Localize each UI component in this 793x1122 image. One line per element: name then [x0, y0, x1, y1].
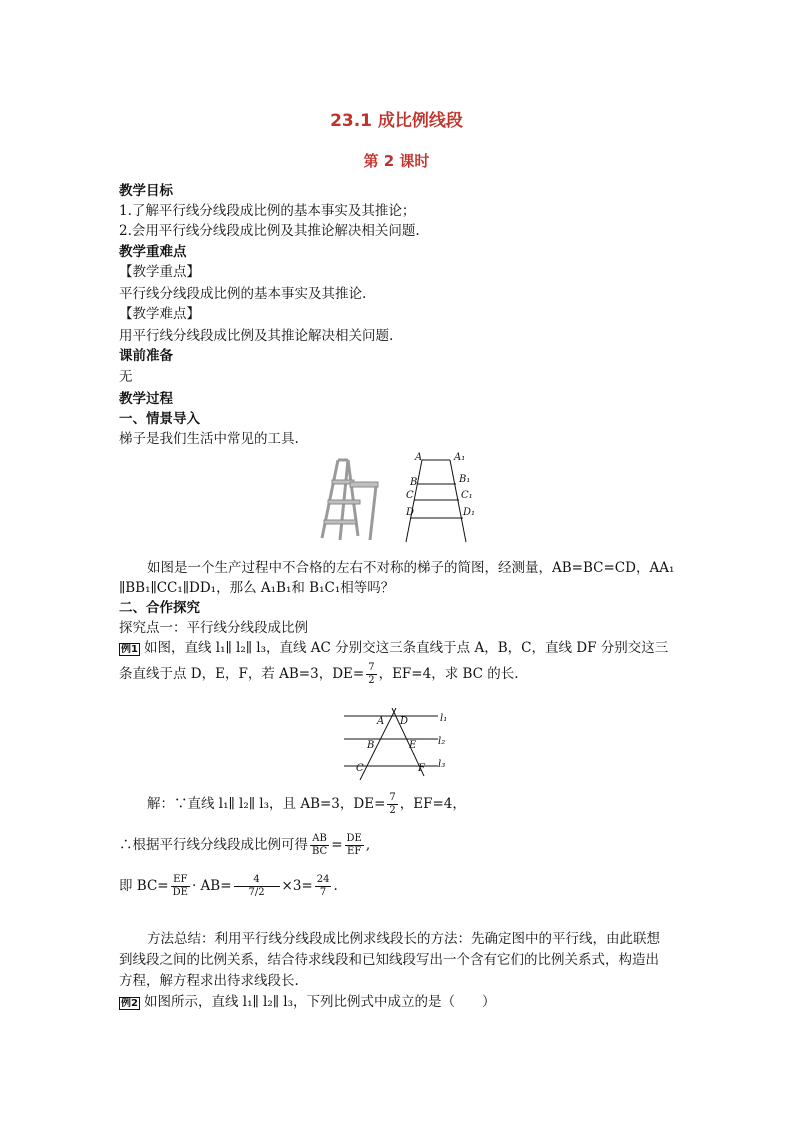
- fig-label-l1: l₁: [440, 713, 448, 724]
- fraction-ab-bc: [310, 833, 329, 858]
- frac-den: 7/2: [248, 887, 265, 898]
- summary-line-3: 方程，解方程求出待求线段长.: [119, 973, 299, 989]
- example-1-line-1: [119, 640, 668, 656]
- solution-3-text-a: 即 BC=: [119, 878, 169, 894]
- prep-text: 无: [119, 369, 133, 385]
- ladder-label-b: B: [410, 477, 418, 488]
- page-subtitle: 第 2 课时: [363, 152, 430, 170]
- part2-heading: 二、合作探究: [119, 600, 200, 616]
- ladder-label-a: A: [415, 452, 423, 463]
- solution-3-text-c: ×3=: [281, 878, 313, 894]
- ladder-label-a1: A₁: [454, 452, 466, 463]
- frac-den: BC: [312, 846, 328, 857]
- fig-label-b: B: [367, 740, 375, 751]
- fig-label-f: F: [418, 763, 425, 774]
- part1-heading: 一、情景导入: [119, 411, 200, 427]
- example-2-tag: 例2: [121, 998, 138, 1009]
- part1-question-1: 如图是一个生产过程中不合格的左右不对称的梯子的简图，经测量，AB=BC=CD，AA₁: [147, 560, 675, 576]
- frac-num: 4: [234, 874, 280, 887]
- summary-line-1: 方法总结：利用平行线分线段成比例求线段长的方法：先确定图中的平行线，由此联想: [147, 931, 660, 947]
- key-heading: 教学重难点: [119, 244, 187, 260]
- solution-line-1: [147, 792, 466, 817]
- fraction-de-ef: [345, 833, 364, 858]
- solution-line-3: [119, 874, 338, 899]
- frac-den: DE: [172, 887, 188, 898]
- goals-heading: 教学目标: [119, 183, 173, 199]
- topic-1: 探究点一：平行线分线段成比例: [119, 620, 308, 636]
- goal-2: 2.会用平行线分线段成比例及其推论解决相关问题.: [119, 223, 420, 239]
- goal-1: 1.了解平行线分线段成比例的基本事实及其推论；: [119, 203, 416, 219]
- fraction-four-over-seven-half: [234, 874, 280, 899]
- ladder-diagram: [402, 452, 486, 544]
- frac-den: 7: [319, 887, 327, 898]
- frac-num: AB: [310, 833, 329, 846]
- fig-label-l2: l₂: [438, 736, 446, 747]
- ladder-label-c1: C₁: [461, 490, 473, 501]
- solution-3-text-b: · AB=: [191, 878, 232, 894]
- frac-den: EF: [347, 846, 362, 857]
- difficulty-text: 用平行线分线段成比例及其推论解决相关问题.: [119, 328, 394, 344]
- ladder-label-d1: D₁: [463, 507, 476, 518]
- frac-num: 24: [316, 874, 330, 885]
- frac-num: 7: [368, 662, 375, 673]
- example-1-tag: 例1: [121, 644, 138, 655]
- frac-num: EF: [171, 874, 190, 887]
- fraction-ef-de: [171, 874, 190, 899]
- example-1-text: 如图，直线 l₁∥ l₂∥ l₃，直线 AC 分别交这三条直线于点 A，B，C，直线 DF 分别交这三: [143, 640, 669, 656]
- solution-2-text: ∴根据平行线分线段成比例可得: [119, 837, 308, 853]
- part1-line: 梯子是我们生活中常见的工具.: [119, 431, 299, 447]
- solution-text-a: 解：∵直线 l₁∥ l₂∥ l₃，且 AB=3，DE=: [147, 796, 386, 812]
- summary-line-2: 到线段之间的比例关系，结合待求线段和已知线段写出一个含有它们的比例关系式，构造出: [119, 952, 659, 968]
- example-2-text: 如图所示，直线 l₁∥ l₂∥ l₃，下列比例式中成立的是（ ）: [143, 994, 496, 1010]
- focus-text: 平行线分线段成比例的基本事实及其推论.: [119, 286, 367, 302]
- fig-label-e: E: [409, 740, 417, 751]
- frac-den: 2: [389, 805, 396, 816]
- fraction-seven-half: [366, 662, 376, 687]
- part1-question-2: ∥BB₁∥CC₁∥DD₁，那么 A₁B₁和 B₁C₁相等吗？: [119, 580, 395, 596]
- fig-label-a: A: [377, 716, 385, 727]
- period: .: [333, 878, 338, 894]
- difficulty-heading: 【教学难点】: [119, 306, 200, 322]
- equals: =: [331, 837, 343, 853]
- fig-label-d: D: [400, 716, 409, 727]
- solution-text-b: ，EF=4，: [399, 796, 466, 812]
- page-title: 23.1 成比例线段: [330, 111, 463, 131]
- ladder-label-c: C: [406, 490, 414, 501]
- example-1-text-a: 条直线于点 D，E，F，若 AB=3，DE=: [119, 666, 365, 682]
- fig-label-c: C: [356, 763, 364, 774]
- example-1-line-2: [119, 662, 519, 687]
- ladder-label-b1: B₁: [459, 474, 471, 485]
- process-heading: 教学过程: [119, 391, 173, 407]
- fraction-seven-half-2: [387, 792, 397, 817]
- fraction-result: [315, 874, 332, 899]
- example-2-line: [119, 994, 496, 1010]
- frac-num: DE: [346, 833, 362, 844]
- comma: ,: [365, 837, 371, 853]
- ladder-photo: [318, 456, 382, 542]
- focus-heading: 【教学重点】: [119, 264, 200, 280]
- frac-num: 7: [389, 792, 396, 803]
- ladder-label-d: D: [406, 507, 415, 518]
- fig-label-l3: l₃: [438, 759, 446, 770]
- prep-heading: 课前准备: [119, 348, 173, 364]
- solution-line-2: [119, 833, 370, 858]
- example-1-text-b: ，EF=4，求 BC 的长.: [378, 666, 519, 682]
- frac-den: 2: [368, 675, 375, 686]
